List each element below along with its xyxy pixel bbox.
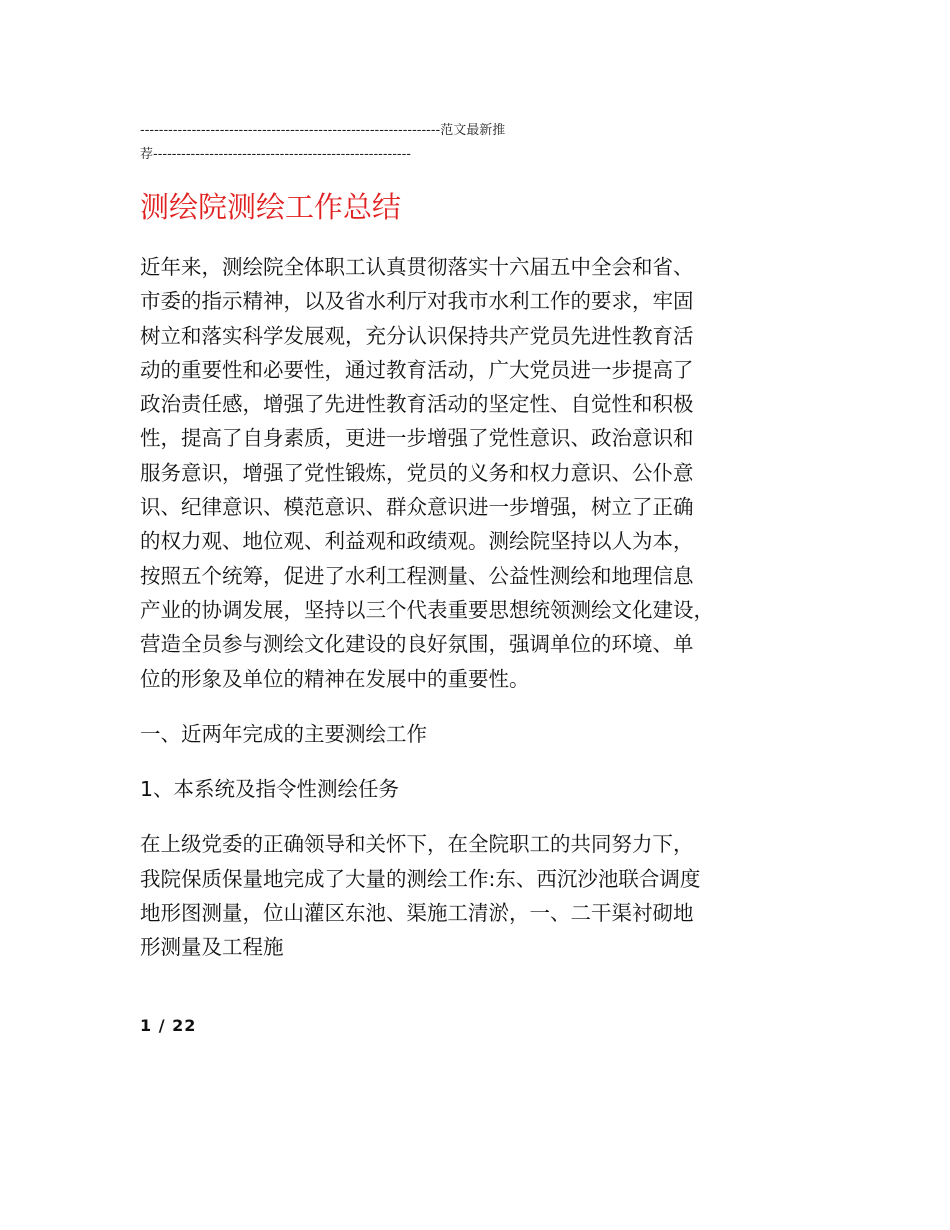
document-body — [140, 250, 820, 965]
text-line: 性，提高了自身素质，更进一步增强了党性意识、政治意识和 — [140, 426, 694, 451]
header-line-1: ----------------------------------------------------------------范文最新推 — [140, 123, 506, 138]
text-line: 近年来，测绘院全体职工认真贯彻落实十六届五中全会和省、 — [140, 255, 694, 279]
section-heading: 一、近两年完成的主要测绘工作 — [140, 721, 427, 746]
document-title: 测绘院测绘工作总结 — [140, 190, 402, 224]
text-line: 按照五个统筹，促进了水利工程测量、公益性测绘和地理信息 — [140, 563, 694, 588]
text-line: 在上级党委的正确领导和关怀下，在全院职工的共同努力下， — [140, 832, 694, 857]
text-line: 识、纪律意识、模范意识、群众意识进一步增强，树立了正确 — [140, 495, 694, 520]
page-number: 1 / 22 — [140, 1016, 197, 1035]
text-line: 动的重要性和必要性，通过教育活动，广大党员进一步提高了 — [140, 357, 694, 382]
text-line: 营造全员参与测绘文化建设的良好氛围，强调单位的环境、单 — [140, 632, 694, 657]
text-line: 地形图测量，位山灌区东池、渠施工清淤，一、二干渠衬砌地 — [140, 901, 694, 926]
subsection-heading: 1、本系统及指令性测绘任务 — [140, 777, 400, 802]
text-line: 市委的指示精神，以及省水利厅对我市水利工作的要求，牢固 — [140, 289, 694, 314]
text-line: 树立和落实科学发展观，充分认识保持共产党员先进性教育活 — [140, 323, 694, 348]
text-line: 位的形象及单位的精神在发展中的重要性。 — [140, 666, 530, 691]
text-line: 的权力观、地位观、利益观和政绩观。测绘院坚持以人为本， — [140, 529, 694, 554]
paragraph-intro — [140, 250, 820, 696]
text-line: 产业的协调发展，坚持以三个代表重要思想统领测绘文化建设， — [140, 597, 714, 622]
text-line: 我院保质保量地完成了大量的测绘工作:东、西沉沙池联合调度 — [140, 866, 701, 891]
text-line: 服务意识，增强了党性锻炼，党员的义务和权力意识、公仆意 — [140, 460, 694, 485]
header-line-2: 荐------------------------------------------------------- — [140, 147, 412, 162]
page-header — [140, 119, 740, 167]
text-line: 形测量及工程施 — [140, 935, 284, 960]
text-line: 政治责任感，增强了先进性教育活动的坚定性、自觉性和积极 — [140, 392, 694, 417]
paragraph-tasks — [140, 827, 820, 964]
